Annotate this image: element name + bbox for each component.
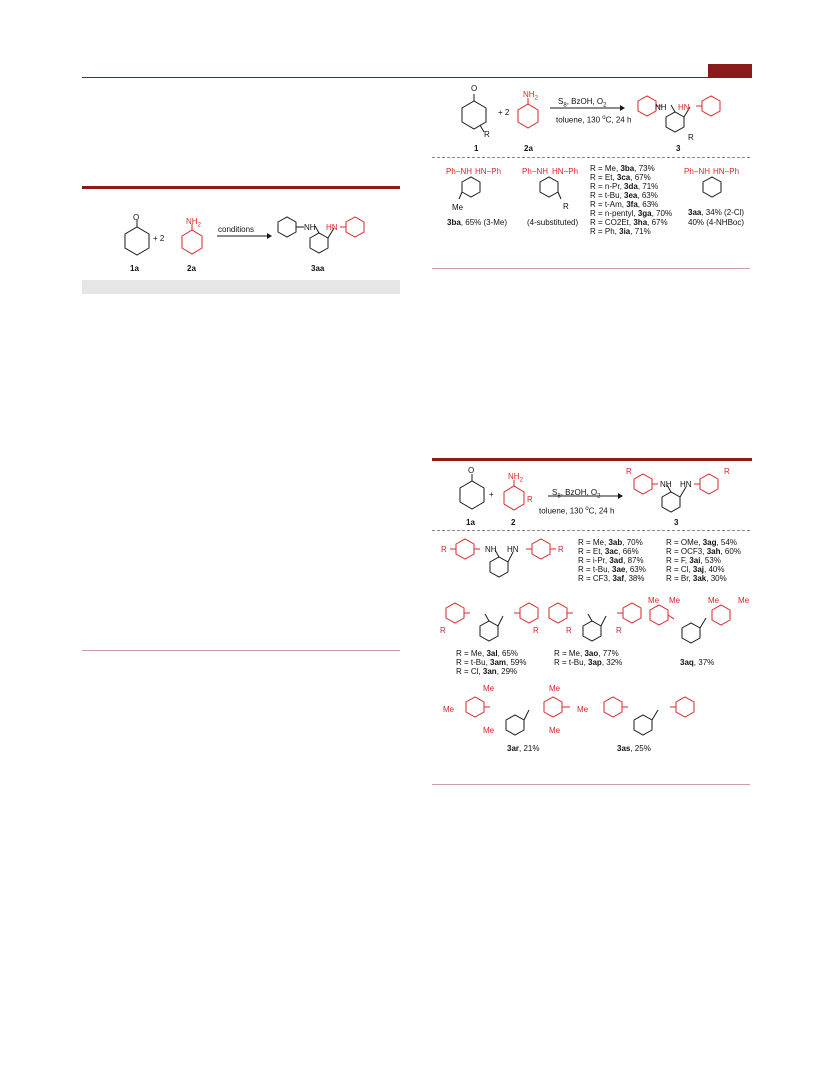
yield-row: R = OMe, 3ag, 54% (666, 538, 737, 547)
para-hn: HN (507, 545, 519, 554)
yield-row: R = CO2Et, 3ha, 67% (590, 218, 668, 227)
para-r-left: R (441, 545, 447, 554)
product-3aa-structure (278, 217, 364, 253)
scheme3-list-d (554, 649, 622, 667)
scheme2-nh2: $NH_2$ (523, 90, 538, 102)
scheme2-bottom-rule (432, 268, 750, 269)
3ar-me-5: Me (577, 705, 589, 714)
yield-row: R = Me, 3ao, 77% (554, 649, 619, 658)
3aq-me-1: Me (648, 596, 660, 605)
scheme3-conditions: toluene, 130 $^o$C, 24 h (539, 506, 615, 516)
3aq-me-2: Me (669, 596, 681, 605)
cyclohexanone-1a-structure (460, 474, 484, 509)
yield-row: R = Et, 3ac, 66% (578, 547, 639, 556)
meta-r-left: R (440, 626, 446, 635)
yield-row: R = F, 3ai, 53% (666, 556, 721, 565)
yield-row: R = CF3, 3af, 38% (578, 574, 645, 583)
cyclohexanone-r-structure (462, 94, 486, 132)
product-4sub-left: Ph−NH (522, 167, 549, 176)
table1-hn: HN (326, 223, 338, 232)
scheme3-plus: + (489, 490, 494, 499)
header-rule (82, 77, 752, 78)
product-3-structure (638, 96, 720, 132)
product-4sub-caption: (4-substituted) (527, 218, 579, 227)
scheme2-label-1: 1 (474, 144, 479, 153)
scheme3-product-r-left: R (626, 467, 632, 476)
product-3aq-caption: 3aq, 37% (680, 658, 715, 667)
scheme2-hn: HN (678, 103, 690, 112)
yield-row: R = Me, 3ba, 73% (590, 164, 655, 173)
product-3ba-me: Me (452, 203, 464, 212)
product-3aa-line1: 3aa, 34% (2-Cl) (688, 208, 745, 217)
scheme2-r: R (484, 130, 490, 139)
yield-row: R = Me, 3al, 65% (456, 649, 519, 658)
scheme3-list-b (666, 538, 741, 583)
reactant-1a-label: 1a (130, 264, 139, 273)
scheme3-label-1a: 1a (466, 518, 475, 527)
product-meta-structure (440, 596, 550, 646)
table1-carbonyl-o: O (133, 213, 140, 222)
scheme2-yield-list (590, 164, 672, 236)
scheme3-hn: HN (680, 480, 692, 489)
yield-row: R = t-Bu, 3ea, 63% (590, 191, 658, 200)
para-r-right: R (558, 545, 564, 554)
product-3aa-left: Ph−NH (684, 167, 711, 176)
yield-row: R = t-Bu, 3ap, 32% (554, 658, 623, 667)
scheme3-list-c (456, 649, 527, 676)
scheme3-top-rule (432, 458, 752, 461)
yield-row: R = t-Bu, 3am, 59% (456, 658, 527, 667)
scheme3-product-r-right: R (724, 467, 730, 476)
ortho-r-right: R (616, 626, 622, 635)
product-3aa-right: HN−Ph (713, 167, 740, 176)
scheme3-reagents: $S_8$, BzOH, $O_2$ (552, 488, 601, 500)
scheme3-nh: NH (660, 480, 672, 489)
product-3ba-left: Ph−NH (446, 167, 473, 176)
scheme3-aniline-r: R (527, 495, 533, 504)
product-3ar-caption: 3ar, 21% (507, 744, 540, 753)
table1-nh: NH (304, 223, 316, 232)
ortho-r-left: R (566, 626, 572, 635)
yield-row: R = n-Pr, 3da, 71% (590, 182, 659, 191)
scheme2-carbonyl-o: O (471, 84, 478, 93)
scheme3-carbonyl-o: O (468, 466, 475, 475)
yield-row: R = t-Am, 3fa, 63% (590, 200, 659, 209)
left-bottom-rule (82, 650, 400, 651)
product-3ba-caption: 3ba, 65% (3-Me) (447, 218, 508, 227)
product-3aa-label: 3aa (311, 264, 325, 273)
3aq-me-3: Me (708, 596, 720, 605)
product-3ar-structure (440, 686, 620, 741)
yield-row: R = Cl, 3aj, 40% (666, 565, 725, 574)
scheme2-label-2a: 2a (524, 144, 533, 153)
meta-r-right: R (533, 626, 539, 635)
scheme2-label-3: 3 (676, 144, 681, 153)
table1-arrow-label: conditions (218, 225, 255, 234)
scheme2-conditions: toluene, 130 $^o$C, 24 h (556, 115, 632, 125)
reactant-2a-label: 2a (187, 264, 196, 273)
table1-coefficient: + 2 (153, 234, 165, 243)
header-accent-block (708, 64, 752, 77)
scheme3-dashed-divider (432, 530, 750, 531)
yield-row: R = n-pentyl, 3ga, 70% (590, 209, 673, 218)
product-4sub-right: HN−Ph (552, 167, 579, 176)
product-3ba-right: HN−Ph (475, 167, 502, 176)
table1-nh2: $NH_2$ (186, 217, 201, 229)
table1-header-band (82, 280, 400, 294)
scheme2-product-r: R (688, 133, 694, 142)
yield-row: R = i-Pr, 3ad, 87% (578, 556, 644, 565)
product-3aa-line2: 40% (4-NHBoc) (688, 218, 745, 227)
3aq-me-4: Me (738, 596, 750, 605)
product-3-general-structure (634, 474, 718, 512)
product-3as-structure (596, 690, 716, 745)
scheme3-nh2: $NH_2$ (508, 472, 523, 484)
scheme3-list-a (578, 538, 646, 583)
scheme2-dashed-divider (432, 157, 750, 158)
product-3as-caption: 3as, 25% (617, 744, 651, 753)
scheme2-nh: NH (655, 103, 667, 112)
scheme2-coefficient: + 2 (498, 108, 510, 117)
yield-row: R = OCF3, 3ah, 60% (666, 547, 741, 556)
3ar-me-4: Me (549, 684, 561, 693)
scheme2-reagents: $S_8$, BzOH, $O_2$ (558, 97, 607, 109)
product-3aa-ring (697, 172, 737, 212)
yield-row: R = Br, 3ak, 30% (666, 574, 727, 583)
3ar-me-1: Me (483, 684, 495, 693)
cyclohexanone-structure (125, 220, 149, 255)
3ar-me-3: Me (483, 726, 495, 735)
yield-row: R = Cl, 3an, 29% (456, 667, 518, 676)
product-4sub-r: R (563, 202, 569, 211)
scheme3-label-3: 3 (674, 518, 679, 527)
product-para-structure (440, 534, 580, 584)
scheme3-label-2: 2 (511, 518, 516, 527)
product-ortho-structure (543, 596, 653, 646)
table1-top-rule (82, 186, 400, 189)
3ar-me-2: Me (443, 705, 455, 714)
yield-row: R = Et, 3ca, 67% (590, 173, 651, 182)
yield-row: R = Ph, 3ia, 71% (590, 227, 651, 236)
3ar-me-6: Me (549, 726, 561, 735)
scheme3-bottom-rule (432, 784, 750, 785)
yield-row: R = t-Bu, 3ae, 63% (578, 565, 646, 574)
yield-row: R = Me, 3ab, 70% (578, 538, 643, 547)
para-nh: NH (485, 545, 497, 554)
